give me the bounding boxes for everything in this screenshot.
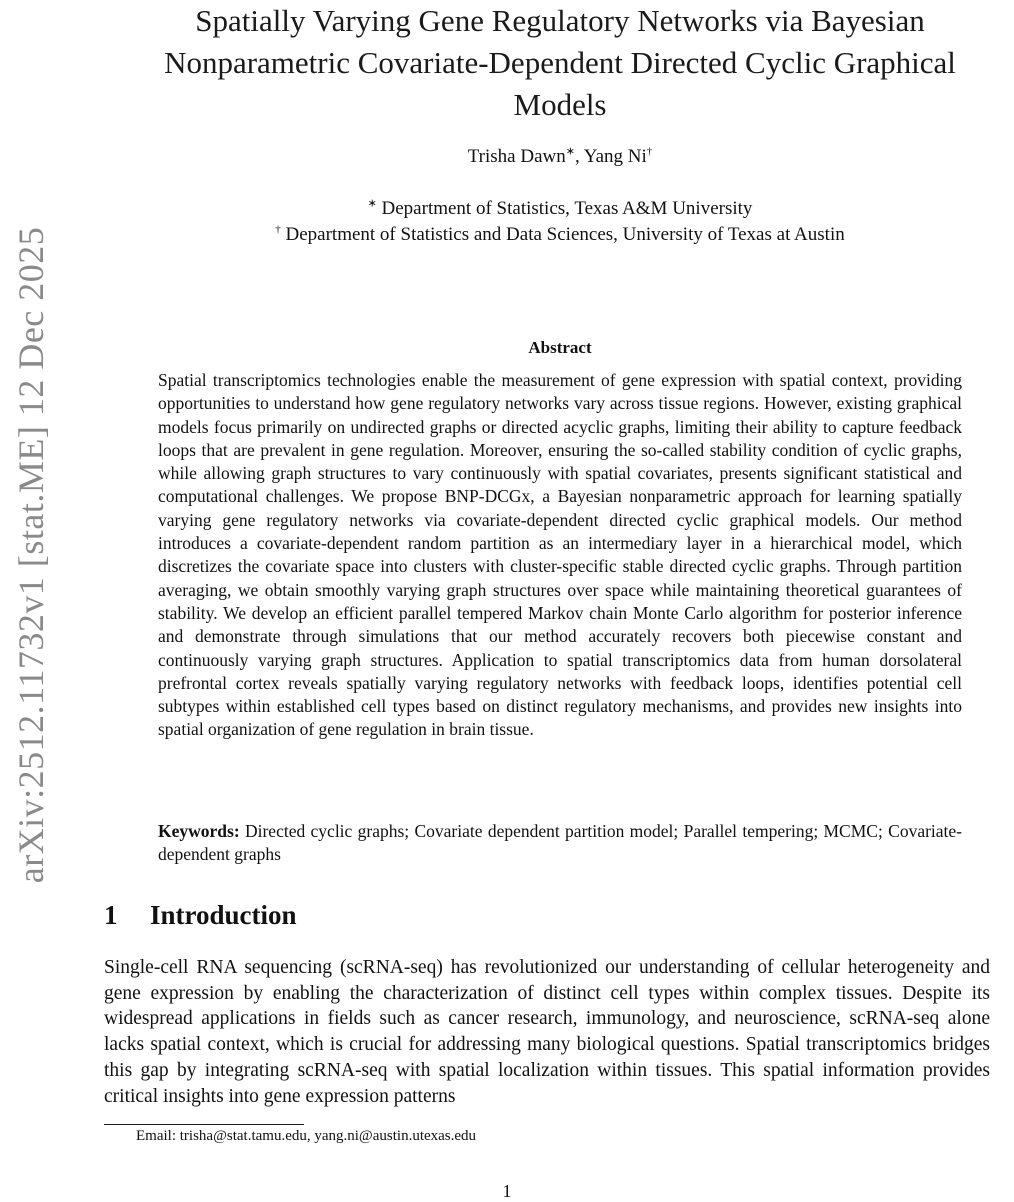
footnote-email: Email: trisha@stat.tamu.edu, yang.ni@austin.utexas.edu — [136, 1128, 477, 1144]
author-affiliation-mark: ∗ — [565, 145, 575, 158]
paper-title — [120, 0, 1000, 126]
author-separator: , — [574, 146, 584, 167]
page-number: 1 — [502, 1181, 512, 1201]
title-line: Spatially Varying Gene Regulatory Networks via Bayesian — [195, 3, 925, 38]
keywords-label: Keywords: — [158, 821, 240, 841]
affiliation-line — [120, 222, 1000, 248]
affiliation-line — [120, 196, 1000, 222]
affiliation-list — [120, 196, 1000, 248]
title-line: Nonparametric Covariate-Dependent Directed Cyclic Graphical — [164, 45, 956, 80]
abstract-body: Spatial transcriptomics technologies enable the measurement of gene expression with spatial context, providing opportunities to understand how gene regulatory networks vary across tissue regions. However, existing graphical models focus primarily on undirected graphs or directed acyclic graphs, limiting their ability to capture feedback loops that are prevalent in gene regulation. Moreover, ensuring the so-called stability condition of cyclic graphs, while allowing graph structures to vary continuously with spatial covariates, presents significant statistical and computational challenges. We propose BNP-DCGx, a Bayesian nonparametric approach for learning spatially varying gene regulatory networks via covariate-dependent directed cyclic graphical models. Our method introduces a covariate-dependent random partition as an intermediary layer in a hierarchical model, which discretizes the covariate space into clusters with cluster-specific stable directed cyclic graphs. Through partition averaging, we obtain smoothly varying graph structures over space while maintaining theoretical guarantees of stability. We develop an efficient parallel tempered Markov chain Monte Carlo algorithm for posterior inference and demonstrate through simulations that our method accurately recovers both piecewise constant and continuously varying graph structures. Application to spatial transcriptomics data from human dorsolateral prefrontal cortex reveals spatially varying regulatory networks with feedback loops, identifies potential cell subtypes within established cell types based on distinct regulatory mechanisms, and provides new insights into spatial organization of gene regulation in brain tissue. — [158, 370, 962, 740]
author-name: Yang Ni — [583, 146, 647, 167]
section-number: 1 — [104, 900, 118, 930]
author-name: Trisha Dawn — [467, 146, 566, 167]
affiliation-mark: ∗ — [367, 197, 377, 210]
affiliation-text: Department of Statistics and Data Sciences, University of Texas at Austin — [280, 224, 845, 245]
author-list — [120, 146, 1000, 168]
title-line: Models — [513, 87, 607, 122]
footnote-divider — [104, 1124, 304, 1125]
section-heading — [104, 900, 297, 931]
affiliation-mark: † — [275, 223, 281, 236]
introduction-paragraph: Single-cell RNA sequencing (scRNA-seq) has revolutionized our understanding of cellular heterogeneity and gene expression by enabling the characterization of distinct cell types within complex tissues. Despite its widespread applications in fields such as cancer research, immunology, and neuroscience, scRNA-seq alone lacks spatial context, which is crucial for addressing many biological questions. Spatial transcriptomics bridges this gap by integrating scRNA-seq with spatial localization within tissues. This spatial information provides critical insights into gene expression patterns — [104, 957, 990, 1107]
keywords-paragraph — [158, 820, 962, 867]
abstract-heading: Abstract — [528, 338, 592, 357]
section-title: Introduction — [150, 900, 297, 930]
keywords-text: Directed cyclic graphs; Covariate dependent partition model; Parallel tempering; MCMC; Covariate-dependent graphs — [158, 821, 962, 865]
arxiv-identifier-stamp: arXiv:2512.11732v1 [stat.ME] 12 Dec 2025 — [11, 226, 51, 884]
affiliation-text: Department of Statistics, Texas A&M University — [376, 198, 753, 219]
author-affiliation-mark: † — [646, 145, 653, 158]
